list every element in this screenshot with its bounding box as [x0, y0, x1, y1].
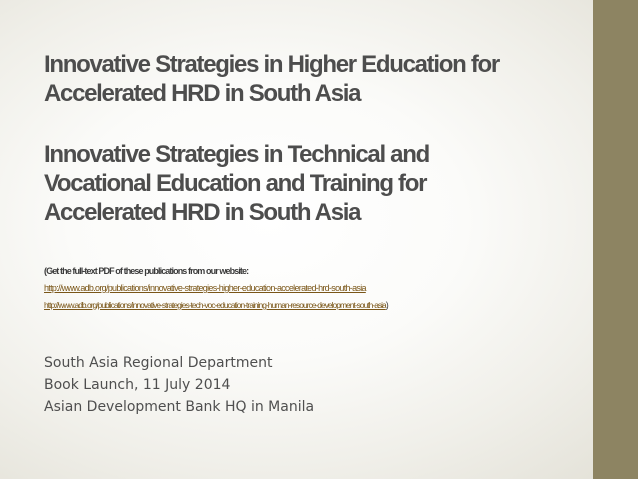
link-tvet-publication[interactable]: http://www.adb.org/publications/innovative-strategies-tech-voc-education-training-human-resource-development-south-asia	[44, 300, 386, 310]
publication-links-note	[44, 263, 590, 314]
info-book-launch-date: Book Launch, 11 July 2014	[44, 377, 231, 393]
title-2-line-1: Innovative Strategies in Technical and	[44, 141, 429, 168]
title-1-line-1: Innovative Strategies in Higher Education for	[44, 51, 499, 78]
info-venue: Asian Development Bank HQ in Manila	[44, 399, 315, 415]
note-lead: (Get the full-text PDF of these publications from our website:	[44, 266, 249, 276]
title-2-line-3: Accelerated HRD in South Asia	[44, 199, 361, 226]
note-close-paren: )	[385, 300, 389, 310]
event-info	[44, 352, 314, 418]
title-2-line-2: Vocational Education and Training for	[44, 170, 427, 197]
info-department: South Asia Regional Department	[44, 355, 273, 371]
link-higher-education-publication[interactable]: http://www.adb.org/publications/innovative-strategies-higher-education-accelerated-hrd-south-asia	[44, 283, 366, 293]
title-1-line-2: Accelerated HRD in South Asia	[44, 80, 361, 107]
slide-title-technical-vocational	[44, 140, 584, 227]
slide-title-higher-education	[44, 50, 584, 108]
right-sidebar-bar	[593, 0, 638, 479]
